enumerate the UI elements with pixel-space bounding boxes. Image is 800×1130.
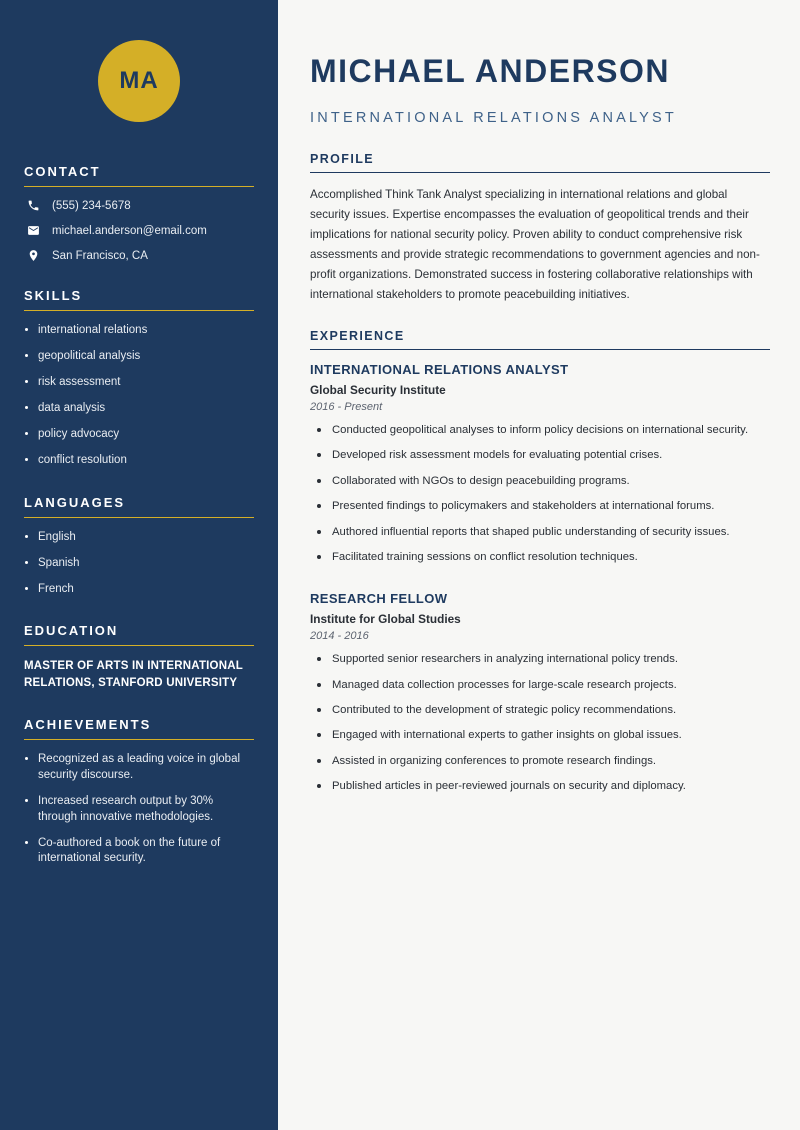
contact-email[interactable]	[24, 224, 254, 237]
list-item: conflict resolution	[24, 453, 254, 469]
sidebar-section-languages	[24, 495, 254, 598]
sidebar-section-education	[24, 623, 254, 691]
education-item: MASTER OF ARTS IN INTERNATIONAL RELATIONS, STANFORD UNIVERSITY	[24, 660, 243, 689]
contact-email-value: michael.anderson@email.com	[52, 224, 207, 237]
section-experience	[310, 329, 770, 795]
list-item: Conducted geopolitical analyses to inform policy decisions on international security.	[314, 422, 770, 438]
job-title: INTERNATIONAL RELATIONS ANALYST	[310, 110, 677, 127]
list-item: Supported senior researchers in analyzing international policy trends.	[314, 651, 770, 667]
experience-role: RESEARCH FELLOW	[310, 591, 448, 607]
contact-location[interactable]	[24, 249, 254, 262]
experience-dates: 2014 - 2016	[310, 630, 369, 643]
sidebar-section-skills	[24, 288, 254, 469]
avatar-container	[24, 0, 254, 164]
list-item: Presented findings to policymakers and stakeholders at international forums.	[314, 498, 770, 514]
sidebar-contact-title: CONTACT	[24, 164, 254, 187]
list-item: Developed risk assessment models for evaluating potential crises.	[314, 447, 770, 463]
sidebar-section-contact	[24, 164, 254, 262]
achievements-list	[24, 752, 254, 866]
list-item: Co-authored a book on the future of international security.	[24, 836, 254, 867]
list-item: Engaged with international experts to gather insights on global issues.	[314, 727, 770, 743]
contact-phone-value: (555) 234-5678	[52, 199, 131, 212]
list-item: policy advocacy	[24, 427, 254, 443]
languages-list	[24, 530, 254, 598]
list-item: Authored influential reports that shaped public understanding of security issues.	[314, 524, 770, 540]
experience-section-title: EXPERIENCE	[310, 329, 770, 350]
list-item: Facilitated training sessions on conflict resolution techniques.	[314, 549, 770, 565]
list-item: Contributed to the development of strategic policy recommendations.	[314, 702, 770, 718]
contact-phone[interactable]	[24, 199, 254, 212]
page-title: MICHAEL ANDERSON	[310, 53, 671, 90]
profile-text: Accomplished Think Tank Analyst specializing in international relations and global security issues. Expertise encompasses the evaluation of geopolitical trends and their implications for national security policy. Proven ability to conduct comprehensive risk assessments and provide strategic recommendations to government agencies and non-profit organizations. Demonstrated success in fostering collaborative relationships with international stakeholders to promote peacebuilding initiatives.	[310, 188, 760, 302]
experience-company: Institute for Global Studies	[310, 612, 461, 627]
list-item: Increased research output by 30% through innovative methodologies.	[24, 794, 254, 825]
experience-dates: 2016 - Present	[310, 401, 383, 414]
sidebar-education-title: EDUCATION	[24, 623, 254, 646]
sidebar-languages-title: LANGUAGES	[24, 495, 254, 518]
list-item: international relations	[24, 323, 254, 339]
sidebar-skills-title: SKILLS	[24, 288, 254, 311]
skills-list	[24, 323, 254, 469]
experience-role: INTERNATIONAL RELATIONS ANALYST	[310, 362, 569, 378]
list-item: Collaborated with NGOs to design peacebuilding programs.	[314, 473, 770, 489]
sidebar-achievements-title: ACHIEVEMENTS	[24, 717, 254, 740]
experience-item	[310, 362, 770, 565]
avatar: MA	[98, 40, 180, 122]
list-item: French	[24, 582, 254, 598]
contact-location-value: San Francisco, CA	[52, 249, 148, 262]
list-item: data analysis	[24, 401, 254, 417]
experience-bullets	[314, 422, 770, 565]
section-profile	[310, 152, 770, 305]
list-item: Recognized as a leading voice in global security discourse.	[24, 752, 254, 783]
list-item: risk assessment	[24, 375, 254, 391]
sidebar-section-achievements	[24, 717, 254, 866]
profile-section-title: PROFILE	[310, 152, 770, 173]
list-item: geopolitical analysis	[24, 349, 254, 365]
main-content	[278, 0, 800, 1130]
experience-company: Global Security Institute	[310, 383, 446, 398]
section-spacer	[310, 581, 770, 591]
list-item: English	[24, 530, 254, 546]
list-item: Managed data collection processes for large-scale research projects.	[314, 677, 770, 693]
list-item: Spanish	[24, 556, 254, 572]
email-icon	[24, 224, 42, 237]
list-item: Published articles in peer-reviewed journals on security and diplomacy.	[314, 778, 770, 794]
experience-bullets	[314, 651, 770, 794]
phone-icon	[24, 199, 42, 212]
list-item: Assisted in organizing conferences to promote research findings.	[314, 753, 770, 769]
experience-item	[310, 591, 770, 794]
location-pin-icon	[24, 249, 42, 262]
sidebar	[0, 0, 278, 1130]
